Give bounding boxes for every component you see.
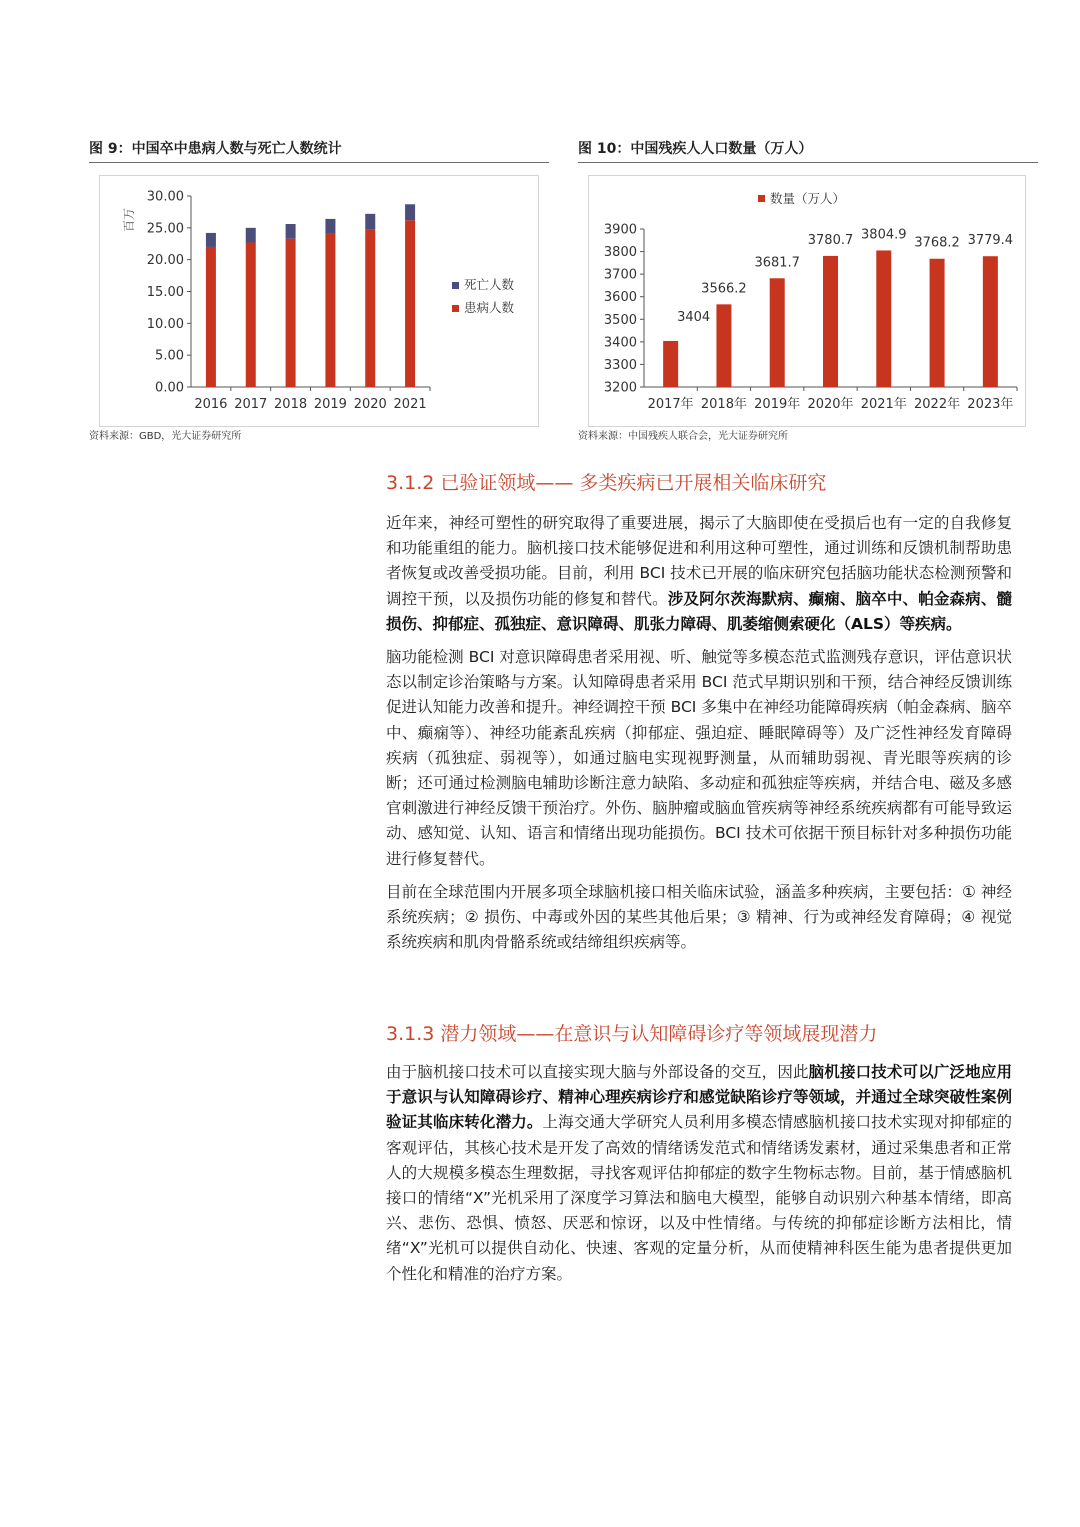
x-tick-label: 2018年 [700, 397, 747, 412]
data-label: 3804.9 [861, 227, 907, 243]
y-axis-unit-label: 百万 [122, 207, 136, 233]
section-3-1-3 [386, 1019, 1012, 1287]
bar-patients [206, 247, 216, 387]
x-tick-label: 2020 [353, 397, 387, 412]
x-tick-label: 2021 [393, 397, 427, 412]
bar-deaths [405, 204, 415, 220]
x-tick-label: 2019年 [754, 397, 801, 412]
figure-10 [578, 138, 1038, 442]
y-tick-label: 3600 [603, 290, 637, 306]
figure-10-title: 图 10：中国残疾人人口数量（万人） [578, 138, 1038, 163]
x-tick-label: 2017年 [647, 397, 694, 412]
y-tick-label: 3300 [603, 357, 637, 373]
bar-patients [246, 242, 256, 387]
section-3-1-2-paragraph-2: 脑功能检测 BCI 对意识障碍患者采用视、听、触觉等多模态范式监测残存意识，评估意识状态以制定诊治策略与方案。认知障碍患者采用 BCI 范式早期识别和干预，结合神经反馈训练促进认知能力改善和提升。神经调控干预 BCI 多集中在神经功能障碍疾病（帕金森病、脑卒中、癫痫等）、神经功能紊乱疾病（抑郁症、强迫症、睡眠障碍等）及广泛性神经发育障碍疾病（孤独症、弱视等），如通过脑电实现视野测量，从而辅助弱视、青光眼等疾病的诊断；还可通过检测脑电辅助诊断注意力缺陷、多动症和孤独症等疾病，并结合电、磁及多感官刺激进行神经反馈干预治疗。外伤、脑肿瘤或脑血管疾病等神经系统疾病都有可能导致运动、感知觉、认知、语言和情绪出现功能损伤。BCI 技术可依据干预目标针对多种损伤功能进行修复替代。 [386, 648, 1012, 868]
x-tick-label: 2019 [313, 397, 347, 412]
x-tick-label: 2017 [234, 397, 268, 412]
legend-label: 患病人数 [464, 300, 515, 315]
section-3-1-3-paragraph-1 [386, 1060, 1012, 1287]
section-3-1-3-heading: 3.1.3 潜力领域——在意识与认知障碍诊疗等领域展现潜力 [386, 1023, 878, 1045]
bar-disabled-population [876, 250, 891, 387]
section-3-1-2 [386, 468, 1012, 955]
bar-disabled-population [983, 256, 998, 387]
y-tick-label: 5.00 [155, 348, 184, 364]
data-label: 3566.2 [701, 281, 747, 297]
paragraph-bold-text: 脑机接口技术可以广泛地应用于意识与认知障碍诊疗、精神心理疾病诊疗和感觉缺陷诊疗等领域，并通过全球突破性案例验证其临床转化潜力。 [386, 1063, 1012, 1132]
paragraph-bold-text: 涉及阿尔茨海默病、癫痫、脑卒中、帕金森病、髓损伤、抑郁症、孤独症、意识障碍、肌张力障碍、肌萎缩侧索硬化（ALS）等疾病。 [386, 589, 1012, 633]
bar-deaths [365, 214, 375, 229]
legend-label: 死亡人数 [464, 277, 515, 292]
bar-disabled-population [770, 278, 785, 387]
bar-patients [286, 239, 296, 387]
y-tick-label: 3900 [603, 222, 637, 238]
figure-9-title: 图 9：中国卒中患病人数与死亡人数统计 [89, 138, 549, 163]
figure-9-chart [99, 175, 539, 427]
disabled-population-chart-svg [589, 176, 1025, 426]
y-tick-label: 15.00 [146, 285, 184, 300]
y-tick-label: 3500 [603, 312, 637, 328]
section-3-1-2-paragraph-1 [386, 511, 1012, 637]
bar-patients [325, 234, 335, 387]
y-tick-label: 10.00 [146, 316, 184, 332]
bar-disabled-population [716, 304, 731, 387]
y-tick-label: 25.00 [146, 221, 184, 237]
y-tick-label: 3200 [603, 380, 637, 396]
bar-deaths [286, 224, 296, 239]
legend-swatch [452, 305, 459, 312]
x-tick-label: 2023年 [967, 397, 1014, 412]
legend-swatch [452, 282, 459, 289]
bar-deaths [325, 219, 335, 234]
paragraph-text: 上海交通大学研究人员利用多模态情感脑机接口技术实现对抑郁症的客观评估，其核心技术是开发了高效的情绪诱发范式和情绪诱发素材，通过采集患者和正常人的大规模多模态生理数据，寻找客观评估抑郁症的数字生物标志物。目前，基于情感脑机接口的情绪“X”光机采用了深度学习算法和脑电大模型，能够自动识别六种基本情绪，即高兴、悲伤、恐惧、愤怒、厌恶和惊讶，以及中性情绪。与传统的抑郁症诊断方法相比，情绪“X”光机可以提供自动化、快速、客观的定量分析，从而使精神科医生能为患者提供更加个性化和精准的治疗方案。 [386, 1113, 1012, 1283]
bar-patients [365, 229, 375, 387]
bar-disabled-population [663, 341, 678, 387]
y-tick-label: 3400 [603, 335, 637, 351]
data-label: 3780.7 [807, 232, 854, 248]
x-tick-label: 2016 [194, 397, 228, 412]
y-tick-label: 20.00 [146, 253, 184, 269]
data-label: 3779.4 [967, 233, 1014, 249]
y-tick-label: 0.00 [155, 380, 184, 396]
y-tick-label: 3800 [603, 245, 637, 261]
figure-9 [89, 138, 549, 442]
bar-deaths [206, 233, 216, 247]
y-tick-label: 3700 [603, 267, 637, 283]
figure-9-source: 资料来源：GBD，光大证券研究所 [89, 431, 242, 442]
bar-disabled-population [930, 259, 945, 387]
x-tick-label: 2021年 [860, 397, 907, 412]
y-tick-label: 30.00 [146, 189, 184, 205]
section-3-1-2-paragraph-3: 目前在全球范围内开展多项全球脑机接口相关临床试验，涵盖多种疾病，主要包括：① 神经系统疾病；② 损伤、中毒或外因的某些其他后果；③ 精神、行为或神经发育障碍；④ 视觉系统疾病和肌肉骨骼系统或结缔组织疾病等。 [386, 882, 1012, 952]
data-label: 3404 [677, 309, 711, 325]
bar-patients [405, 220, 415, 387]
bar-disabled-population [823, 256, 838, 387]
x-tick-label: 2020年 [807, 397, 854, 412]
x-tick-label: 2018 [274, 397, 308, 412]
section-3-1-2-heading: 3.1.2 已验证领域—— 多类疾病已开展相关临床研究 [386, 472, 827, 494]
data-label: 3681.7 [754, 255, 800, 271]
paragraph-text: 由于脑机接口技术可以直接实现大脑与外部设备的交互，因此 [386, 1063, 809, 1081]
x-tick-label: 2022年 [914, 397, 961, 412]
paragraph-text: 近年来，神经可塑性的研究取得了重要进展，揭示了大脑即使在受损后也有一定的自我修复和功能重组的能力。脑机接口技术能够促进和利用这种可塑性，通过训练和反馈机制帮助患者恢复或改善受损功能。目前，利用 BCI 技术已开展的临床研究包括脑功能状态检测预警和调控干预，以及损伤功能的修复和替代。 [386, 514, 1012, 608]
figure-10-chart [588, 175, 1026, 427]
figure-10-source: 资料来源：中国残疾人联合会，光大证券研究所 [578, 431, 788, 442]
legend-label: 数量（万人） [770, 191, 846, 206]
data-label: 3768.2 [914, 235, 960, 251]
legend-swatch [758, 195, 765, 202]
bar-deaths [246, 228, 256, 243]
stroke-chart-svg [100, 176, 538, 426]
